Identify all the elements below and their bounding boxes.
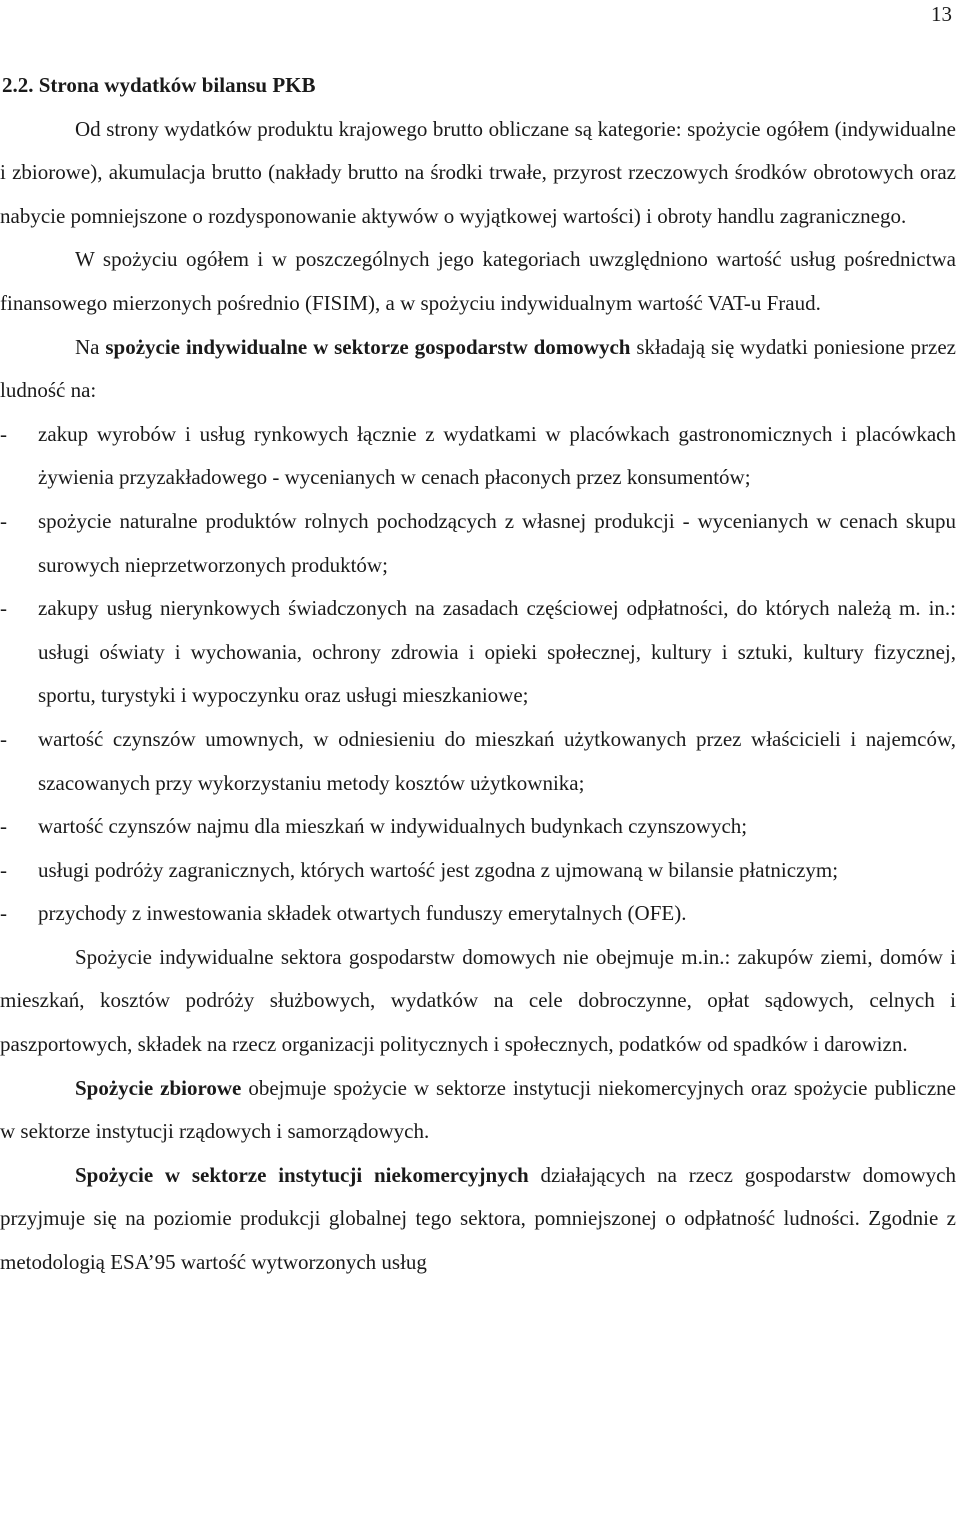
list-item [0,892,956,936]
list-item [0,718,956,805]
expenditure-list [0,413,956,936]
paragraph-text: Na [75,334,106,359]
dash-bullet: - [0,901,7,926]
list-item [0,500,956,587]
list-item [0,805,956,849]
list-item-text: spożycie naturalne produktów rolnych pochodzących z własnej produkcji - wycenianych w cenach skupu surowych nieprzetworzonych produktów; [38,508,956,577]
document-body [0,64,956,1285]
list-item-text: usługi podróży zagranicznych, których wartość jest zgodna z ujmowaną w bilansie płatniczym; [38,857,839,882]
paragraph-text: obejmuje spożycie w sektorze instytucji niekomercyjnych oraz spożycie publiczne w sektorze instytucji rządowych i samorządowych. [0,1075,956,1144]
list-item [0,587,956,718]
bold-term: Spożycie zbiorowe [75,1075,242,1100]
list-item [0,849,956,893]
list-item-text: zakup wyrobów i usług rynkowych łącznie z wydatkami w placówkach gastronomicznych i placówkach żywienia przyzakładowego - wycenianych w cenach płaconych przez konsumentów; [38,421,956,490]
paragraph-exclusions: Spożycie indywidualne sektora gospodarstw domowych nie obejmuje m.in.: zakupów ziemi, domów i mieszkań, kosztów podróży służbowych, wydatków na cele dobroczynne, opłat sądowych, celnych i paszportowych, składek na rzecz organizacji politycznych i społecznych, podatków od spadków i darowizn. [0,944,956,1057]
paragraph-npish-consumption [0,1154,956,1285]
dash-bullet: - [0,814,7,839]
dash-bullet: - [0,857,7,882]
paragraph-collective-consumption [0,1067,956,1154]
list-item [0,413,956,500]
list-item-text: zakupy usług nierynkowych świadczonych na zasadach częściowej odpłatności, do których należą m. in.: usługi oświaty i wychowania, ochrony zdrowia i opieki społecznej, kultury i sztuki, kultury fizycznej, sportu, turystyki i wypoczynku oraz usługi mieszkaniowe; [38,596,956,708]
list-item-text: wartość czynszów umownych, w odniesieniu do mieszkań użytkowanych przez właścicieli i najemców, szacowanych przy wykorzystaniu metody kosztów użytkownika; [38,726,956,795]
dash-bullet: - [0,508,7,533]
dash-bullet: - [0,596,7,621]
section-heading [0,64,956,108]
paragraph-individual-consumption [0,326,956,413]
paragraph-text: składają się wydatki poniesione przez ludność na: [0,334,956,403]
paragraph-text: działających na rzecz gospodarstw domowych przyjmuje się na poziomie produkcji globalnej tego sektora, pomniejszonej o odpłatność ludności. Zgodnie z metodologią ESA’95 wartość wytworzonych usług [0,1162,956,1275]
page-number: 13 [931,2,952,26]
dash-bullet: - [0,726,7,751]
paragraph-intro: Od strony wydatków produktu krajowego brutto obliczane są kategorie: spożycie ogółem (indywidualne i zbiorowe), akumulacja brutto (nakłady brutto na środki trwałe, przyrost rzeczowych środków obrotowych oraz nabycie pomniejszone o rozdysponowanie aktywów o wyjątkowej wartości) i obroty handlu zagranicznego. [0,116,956,228]
dash-bullet: - [0,421,7,446]
section-number: 2.2. [2,73,34,97]
bold-term: spożycie indywidualne w sektorze gospodarstw domowych [105,334,631,359]
bold-term: Spożycie w sektorze instytucji niekomercyjnych [75,1162,529,1187]
paragraph-fisim: W spożyciu ogółem i w poszczególnych jego kategoriach uwzględniono wartość usług pośrednictwa finansowego mierzonych pośrednio (FISIM), a w spożyciu indywidualnym wartość VAT-u Fraud. [0,247,956,315]
list-item-text: przychody z inwestowania składek otwartych funduszy emerytalnych (OFE). [38,901,687,926]
list-item-text: wartość czynszów najmu dla mieszkań w indywidualnych budynkach czynszowych; [38,814,748,839]
section-title: Strona wydatków bilansu PKB [38,73,316,97]
